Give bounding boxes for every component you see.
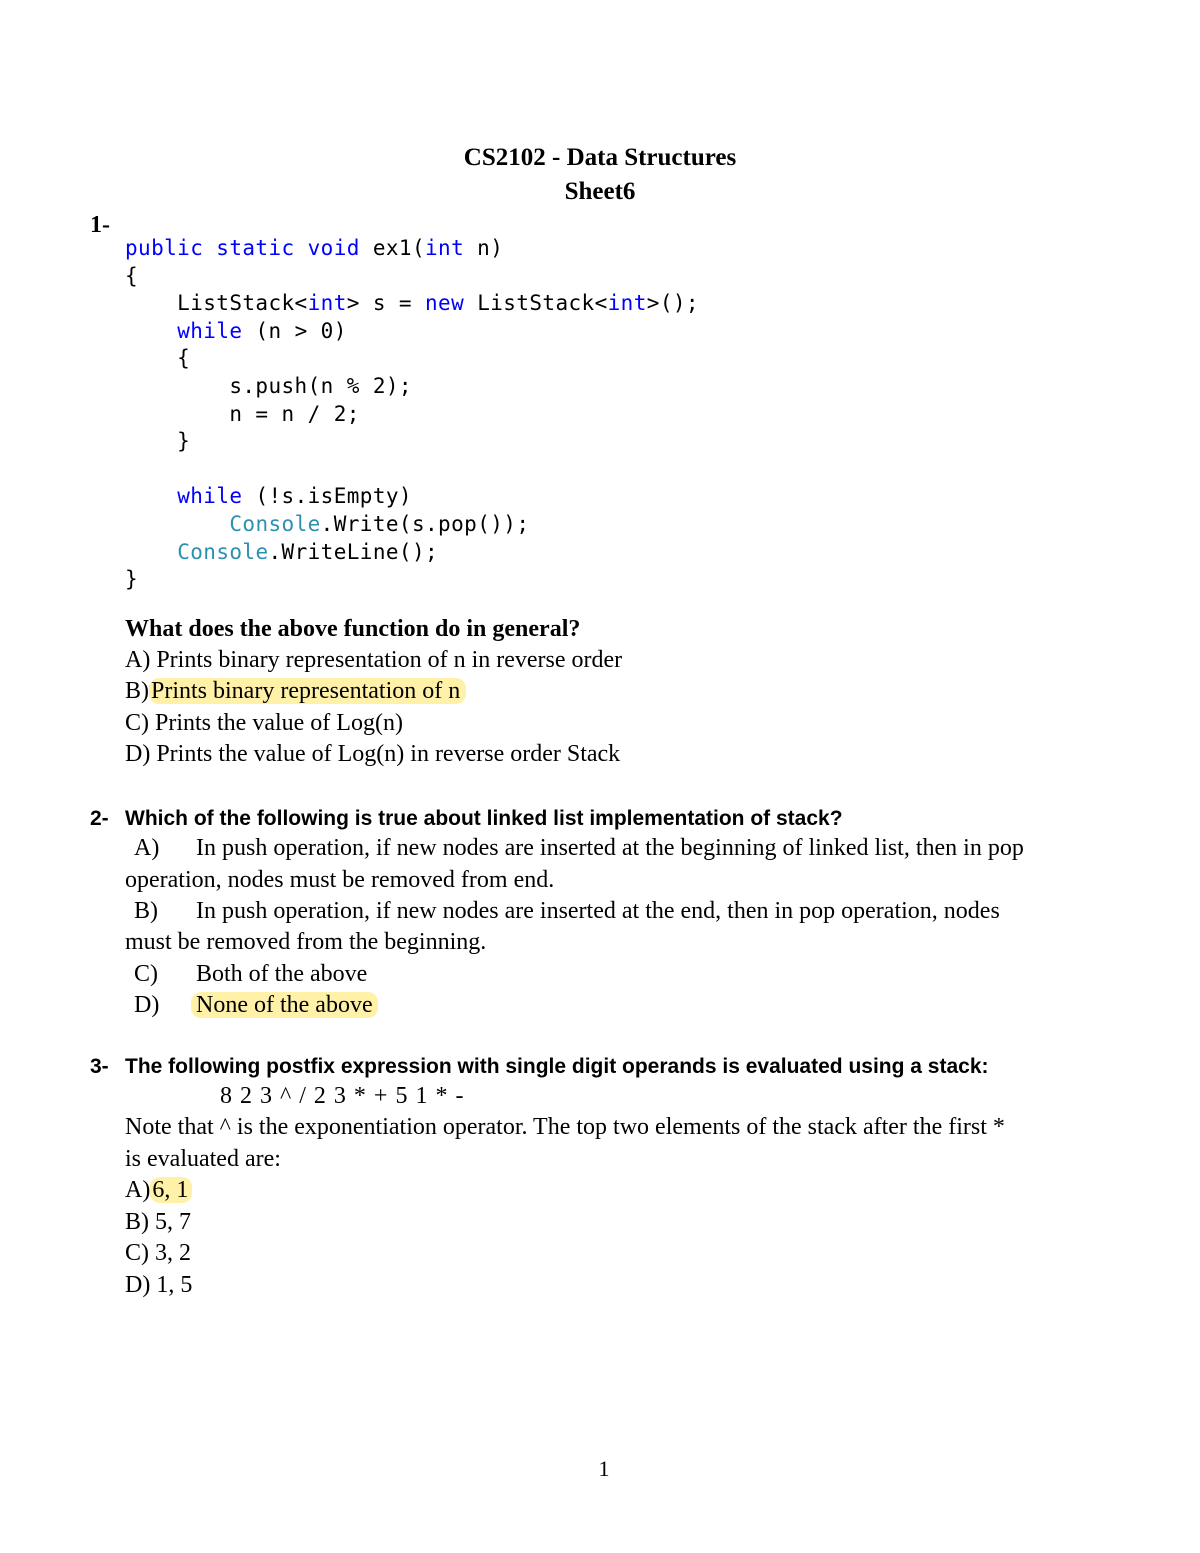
- code-type: Console: [177, 539, 269, 564]
- question-1-option: [125, 710, 403, 737]
- code-text: }: [125, 429, 191, 454]
- code-text: > s =: [346, 291, 426, 316]
- code-text: {: [125, 263, 139, 288]
- code-keyword: while: [177, 484, 243, 509]
- option-text: In push operation, if new nodes are inserted at the end, then in pop operation, nodes: [196, 898, 1000, 924]
- code-keyword: int: [425, 236, 465, 260]
- option-text: 5, 7: [155, 1209, 191, 1235]
- question-1-text: What does the above function do in general?: [125, 616, 581, 642]
- option-label: B): [125, 1209, 149, 1235]
- code-text: .WriteLine();: [268, 539, 439, 564]
- question-2-option-b: [134, 898, 1000, 925]
- question-3-option-b: [125, 1209, 191, 1236]
- question-3-option-c: [125, 1240, 191, 1267]
- code-text: [125, 319, 177, 343]
- code-text: s.push(n % 2);: [125, 374, 412, 398]
- code-text: (!s.isEmpty): [242, 484, 412, 509]
- code-keyword: while: [177, 318, 243, 343]
- answer-highlight: Prints binary representation of n: [149, 678, 466, 704]
- question-1-option: [125, 678, 466, 705]
- option-label: B): [134, 898, 158, 924]
- code-line: [125, 429, 190, 453]
- option-label: A): [125, 647, 151, 673]
- question-2-text: Which of the following is true about linked list implementation of stack?: [125, 807, 843, 830]
- code-type: Console: [229, 512, 321, 536]
- document-subtitle: Sheet6: [564, 178, 636, 205]
- code-text: .Write(s.pop());: [320, 512, 530, 536]
- code-line: [125, 346, 190, 370]
- option-text: 3, 2: [155, 1240, 191, 1266]
- page-number: 1: [598, 1456, 610, 1481]
- code-text: {: [125, 346, 191, 371]
- code-line: [125, 319, 347, 343]
- code-text: [125, 512, 229, 536]
- option-label: D): [134, 992, 160, 1018]
- question-3-note-cont: is evaluated are:: [125, 1146, 281, 1172]
- code-line: [125, 540, 438, 564]
- code-text: n): [464, 236, 504, 260]
- option-label: A): [134, 835, 160, 861]
- option-label: C): [125, 710, 149, 736]
- question-1-option: [125, 647, 622, 674]
- answer-highlight: 6, 1: [150, 1177, 192, 1203]
- option-text: Prints binary representation of n in reverse order: [156, 647, 623, 673]
- option-label: D): [125, 741, 151, 767]
- question-2-option-c: [134, 961, 367, 988]
- option-label: C): [134, 961, 158, 987]
- question-2-option-d: [134, 992, 378, 1019]
- code-line: [125, 484, 412, 508]
- question-3-option-a: [125, 1177, 192, 1204]
- option-label: A): [125, 1177, 151, 1203]
- question-2-option-a-cont: operation, nodes must be removed from end.: [125, 867, 555, 893]
- question-2-number: 2-: [90, 807, 109, 830]
- code-text: >();: [646, 291, 699, 316]
- question-1-option: [125, 741, 620, 768]
- option-text: Both of the above: [196, 961, 368, 987]
- postfix-expression: 8 2 3 ^ / 2 3 * + 5 1 * -: [220, 1083, 464, 1109]
- code-text: n = n / 2;: [125, 401, 360, 426]
- answer-highlight: None of the above: [191, 992, 378, 1018]
- code-line: [125, 264, 138, 288]
- code-line: [125, 291, 699, 315]
- option-label: C): [125, 1240, 149, 1266]
- code-text: (n > 0): [242, 318, 347, 343]
- code-line: [125, 567, 138, 591]
- code-text: [125, 540, 177, 564]
- option-text: In push operation, if new nodes are inserted at the beginning of linked list, then in pop: [196, 835, 1024, 861]
- code-text: ListStack<: [464, 291, 608, 316]
- question-3-note: Note that ^ is the exponentiation operator. The top two elements of the stack after the first *: [125, 1114, 1005, 1140]
- question-2-option-b-cont: must be removed from the beginning.: [125, 929, 487, 955]
- document-title: CS2102 - Data Structures: [463, 144, 737, 171]
- code-line: [125, 374, 412, 398]
- code-line: [125, 236, 503, 260]
- code-text: ListStack<: [125, 291, 308, 316]
- option-text: 1, 5: [156, 1272, 193, 1298]
- question-3-option-d: [125, 1272, 192, 1299]
- question-3-text: The following postfix expression with single digit operands is evaluated using a stack:: [125, 1055, 989, 1078]
- question-3-number: 3-: [90, 1055, 109, 1078]
- question-2-option-a: [134, 835, 1024, 862]
- option-label: D): [125, 1272, 151, 1298]
- code-line: [125, 402, 360, 426]
- option-label: B): [125, 678, 149, 704]
- code-keyword: new: [425, 291, 465, 316]
- code-keyword: int: [607, 291, 647, 316]
- code-line: [125, 512, 529, 536]
- code-keyword: public static void: [125, 236, 360, 260]
- option-text: Prints the value of Log(n) in reverse order Stack: [156, 741, 621, 767]
- option-text: Prints the value of Log(n): [155, 710, 403, 736]
- code-keyword: int: [307, 291, 347, 316]
- code-text: ex1(: [359, 236, 425, 260]
- question-1-number: 1-: [90, 212, 110, 238]
- code-text: [125, 484, 177, 508]
- code-text: }: [125, 567, 139, 592]
